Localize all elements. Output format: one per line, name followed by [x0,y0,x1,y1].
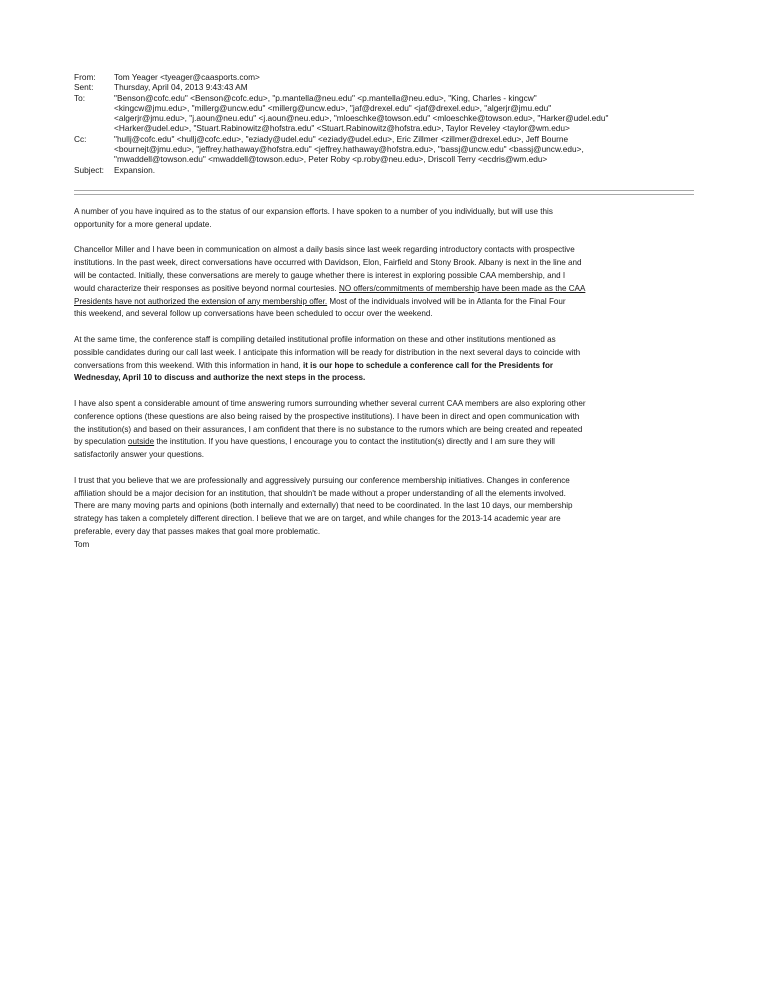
to-line: <algerjr@jmu.edu>, "j.aoun@neu.edu" <j.aoun@neu.edu>, "mloeschke@towson.edu" <mloeschke@towson.edu>, "Harker@udel.edu" [114,113,609,124]
subject-label: Subject: [74,164,104,175]
body-line: preferable, every day that passes makes that goal more problematic. [74,526,321,536]
cc-label: Cc: [74,133,87,144]
body-line [74,360,702,373]
body-text: conversations from this weekend. With this information in hand, [74,360,303,370]
paragraph-3 [74,334,702,385]
body-line: opportunity for a more general update. [74,219,212,229]
subject-value: Expansion. [114,164,156,175]
body-text: Most of the individuals involved will be in Atlanta for the Final Four [327,296,566,306]
body-line: satisfactorily answer your questions. [74,450,205,460]
paragraph-2 [74,244,702,321]
body-line: A number of you have inquired as to the status of our expansion efforts. I have spoken to a number of you individually, but will use this [74,207,553,216]
header-divider [74,190,694,195]
body-line: will be contacted. Initially, these conversations are merely to gauge whether there is interest in exploring possible CAA membership, and I [74,270,566,280]
body-line: At the same time, the conference staff is compiling detailed institutional profile information on these and other institutions mentioned as [74,334,556,344]
bold-text: it is our hope to schedule a conference call for the Presidents for [302,360,554,370]
body-line: this weekend, and several follow up conversations have been scheduled to occur over the weekend. [74,309,433,319]
cc-line: "hullj@cofc.edu" <hullj@cofc.edu>, "eziady@udel.edu" <eziady@udel.edu>, Eric Zillmer <zillmer@drexel.edu>, Jeff Bourne [114,133,569,144]
cc-value [114,134,694,165]
to-row [74,93,694,134]
cc-row [74,134,694,165]
body-line: I have also spent a considerable amount of time answering rumors surrounding whether several current CAA members are also exploring other [74,398,586,408]
cc-line: <bournejt@jmu.edu>, "jeffrey.hathaway@hofstra.edu" <jeffrey.hathaway@hofstra.edu>, "bassj@uncw.edu" <bassj@uncw.edu>, [114,144,584,155]
body-line [74,283,702,296]
body-text: would characterize their responses as positive beyond normal courtesies. [74,283,339,293]
body-line [74,436,702,449]
underlined-text: NO offers/commitments of membership have been made as the CAA [338,283,586,293]
from-label: From: [74,72,96,82]
body-line: institutions. In the past week, direct conversations have occurred with Davidson, Elon, Fairfield and Stony Brook. Albany is next in the line and [74,258,582,268]
email-header [74,72,694,175]
email-body [74,206,702,552]
from-value: Tom Yeager <tyeager@caasports.com> [114,72,260,82]
paragraph-5 [74,475,702,552]
body-line: I trust that you believe that we are professionally and aggressively pursuing our conference membership initiatives. Changes in conference [74,475,570,485]
from-row [74,72,694,82]
to-line: <kingcw@jmu.edu>, "millerg@uncw.edu" <millerg@uncw.edu>, "jaf@drexel.edu" <jaf@drexel.edu>, "algerjr@jmu.edu" [114,102,552,113]
paragraph-1 [74,206,702,232]
body-line: conference options (these questions are also being raised by the prospective institutions). I have been in direct and open communication with [74,411,580,421]
body-line: the institution(s) and based on their assurances, I am confident that there is no substance to the rumors which are being created and repeated [74,424,583,434]
to-value [114,93,694,134]
to-label: To: [74,92,86,103]
signature: Tom [74,539,90,549]
to-line: "Benson@cofc.edu" <Benson@cofc.edu>, "p.mantella@neu.edu" <p.mantella@neu.edu>, "King, Charles - kingcw" [114,92,537,103]
underlined-text: outside [128,437,155,447]
sent-label: Sent: [74,82,94,93]
sent-row [74,82,694,92]
to-line: <Harker@udel.edu>, "Stuart.Rabinowitz@hofstra.edu" <Stuart.Rabinowitz@hofstra.edu>, Taylor Reveley <taylor@wm.edu> [114,123,570,134]
cc-line: "mwaddell@towson.edu" <mwaddell@towson.edu>, Peter Roby <p.roby@neu.edu>, Driscoll Terry <ecdris@wm.edu> [114,154,548,165]
paragraph-4 [74,398,702,462]
bold-text: Wednesday, April 10 to discuss and authorize the next steps in the process. [74,373,366,383]
body-line: strategy has taken a completely different direction. I believe that we are on target, and while changes for the 2013-14 academic year are [74,514,561,524]
sent-value: Thursday, April 04, 2013 9:43:43 AM [114,82,248,93]
body-line: There are many moving parts and opinions (both internally and externally) that need to be coordinated. In the last 10 days, our membership [74,501,573,511]
body-line: Chancellor Miller and I have been in communication on almost a daily basis since last week regarding introductory contacts with prospective [74,245,575,255]
subject-row [74,165,694,175]
body-line [74,296,702,309]
body-text: the institution. If you have questions, I encourage you to contact the institution(s) directly and I am sure they will [154,437,555,447]
body-text: by speculation [74,437,128,447]
body-line: possible candidates during our call last week. I anticipate this information will be ready for distribution in the next several days to coincide with [74,347,581,357]
underlined-text: Presidents have not authorized the extension of any membership offer. [74,296,328,306]
body-line: affiliation should be a major decision for an institution, that shouldn't be made without a proper understanding of all the elements involved. [74,488,566,498]
